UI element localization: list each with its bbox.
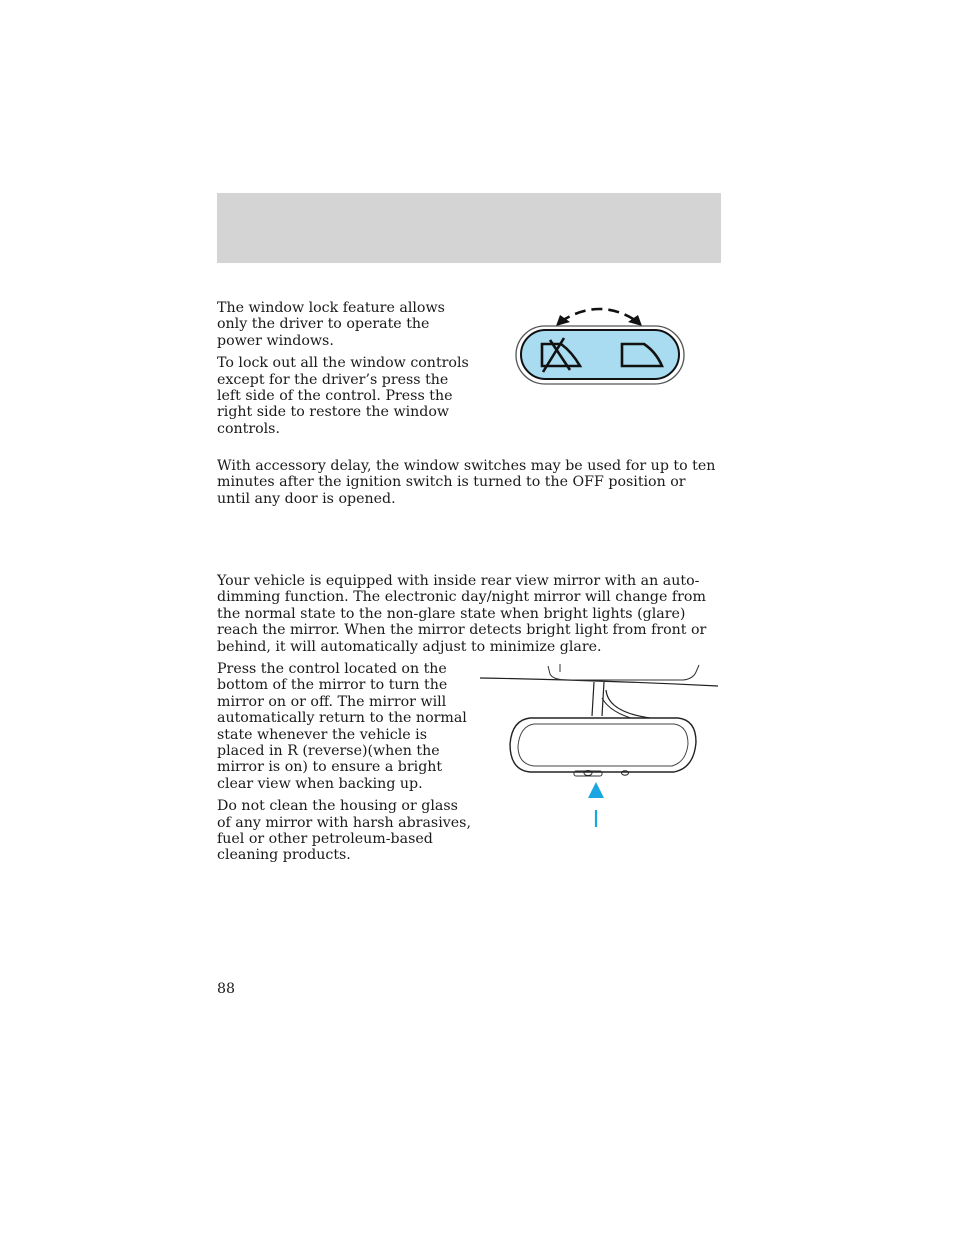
mirror-intro-paragraph: Your vehicle is equipped with inside rear view mirror with an auto-dimming function. The electronic day/night mirror will change from the normal state to the non-glare state when bright lights (glare) reach the mirror. When the mirror detects bright light from front or behind, it will automatically adjust to minimize glare. — [217, 573, 707, 655]
page-number: 88 — [217, 981, 236, 997]
indicator-arrow-icon — [588, 782, 604, 827]
mirror-intro-text — [217, 573, 727, 655]
window-lock-paragraph-1: The window lock feature allows only the driver to operate the power windows. — [217, 300, 445, 349]
window-lock-text — [217, 300, 475, 437]
window-lock-paragraph-2: To lock out all the window controls except for the driver’s press the left side of the control. Press the right side to restore the window controls. — [217, 355, 469, 437]
accessory-delay-paragraph: With accessory delay, the window switches may be used for up to ten minutes after the ignition switch is turned to the OFF position or until any door is opened. — [217, 458, 716, 507]
section-header-band — [217, 193, 721, 263]
mirror-cleaning-paragraph: Do not clean the housing or glass of any mirror with harsh abrasives, fuel or other petroleum-based cleaning products. — [217, 798, 471, 864]
toggle-arrow-icon — [560, 309, 638, 322]
mirror-control-paragraph: Press the control located on the bottom of the mirror to turn the mirror on or off. The mirror will automatically return to the normal state whenever the vehicle is placed in R (reverse)(when the mirror is on) to ensure a bright clear view when backing up. — [217, 661, 467, 792]
rear-view-mirror-illustration — [478, 660, 722, 830]
mirror-control-text — [217, 661, 475, 864]
accessory-delay-text — [217, 458, 723, 507]
window-lock-switch-illustration — [510, 300, 690, 388]
